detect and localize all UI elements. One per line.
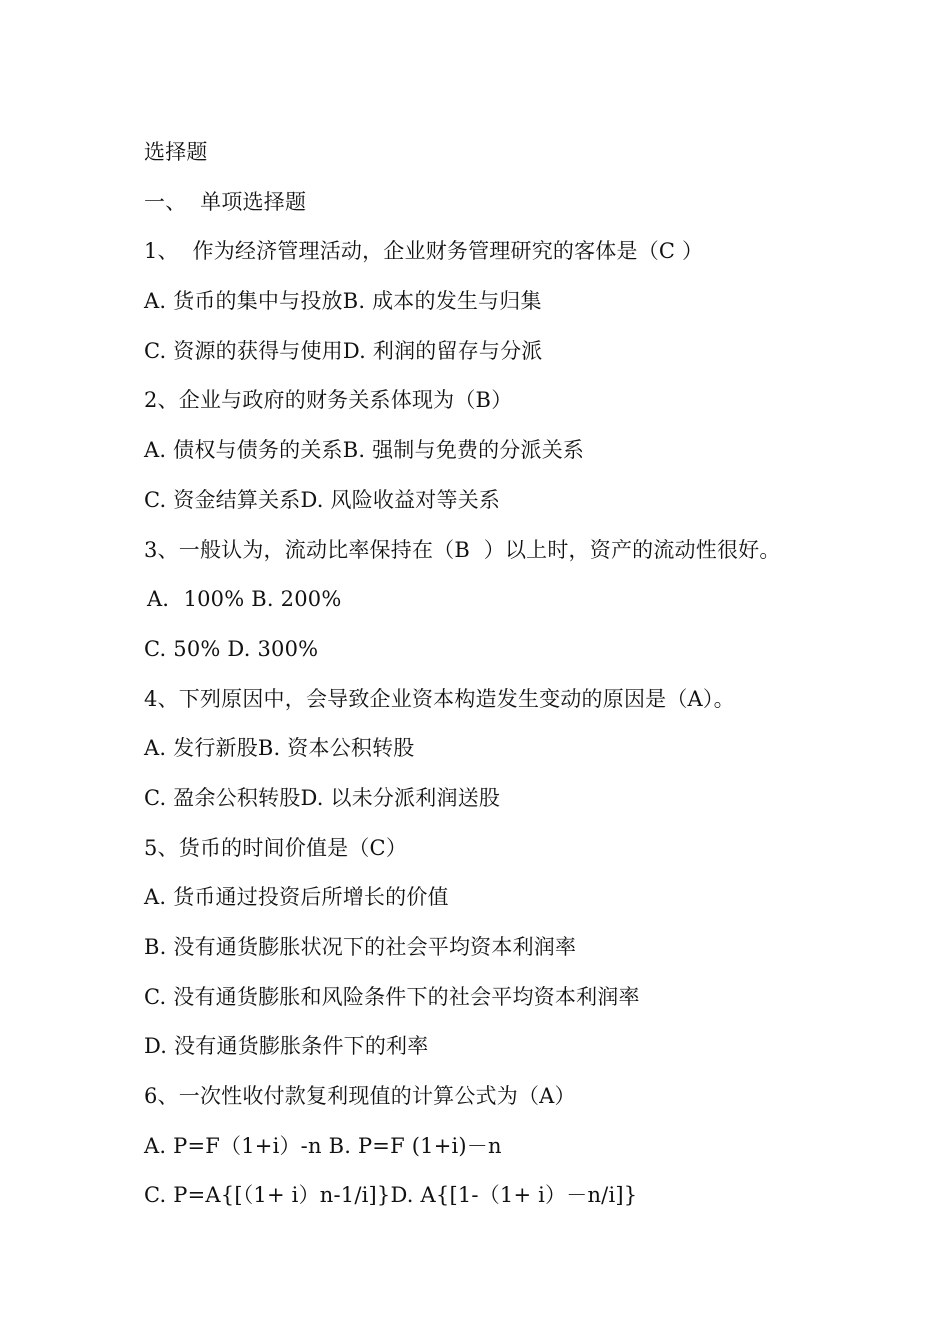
question-6-options-ab: A. P=F（1+i）-n B. P=F (1+i)－n (144, 1133, 502, 1158)
question-5-option-a: A. 货币通过投资后所增长的价值 (144, 885, 449, 910)
question-4-options-cd: C. 盈余公积转股D. 以未分派利润送股 (144, 785, 501, 810)
question-4-options-ab: A. 发行新股B. 资本公积转股 (144, 736, 415, 761)
question-4: 4、下列原因中，会导致企业资本构造发生变动的原因是（A）。 (144, 686, 735, 711)
subsection-title: 一、 单项选择题 (144, 189, 307, 214)
question-6-options-cd: C. P=A{[（1+ i）n-1/i]}D. A{[1-（1+ i）－n/i]} (144, 1183, 638, 1208)
document-body (144, 134, 904, 1227)
question-3: 3、一般认为，流动比率保持在（B ）以上时，资产的流动性很好。 (144, 537, 781, 562)
question-2: 2、企业与政府的财务关系体现为（B） (144, 388, 513, 413)
question-5: 5、货币的时间价值是（C） (144, 835, 408, 860)
question-3-options-cd: C. 50% D. 300% (144, 636, 319, 661)
question-1-options-ab: A. 货币的集中与投放B. 成本的发生与归集 (144, 289, 542, 314)
question-2-options-cd: C. 资金结算关系D. 风险收益对等关系 (144, 487, 501, 512)
question-1-options-cd: C. 资源的获得与使用D. 利润的留存与分派 (144, 338, 543, 363)
question-3-options-ab: A．100% B. 200% (147, 587, 342, 612)
question-2-options-ab: A. 债权与债务的关系B. 强制与免费的分派关系 (144, 438, 585, 463)
question-1: 1、 作为经济管理活动，企业财务管理研究的客体是（C ） (144, 239, 704, 264)
section-title: 选择题 (144, 140, 208, 164)
question-5-option-b: B. 没有通货膨胀状况下的社会平均资本利润率 (144, 935, 577, 959)
question-6: 6、一次性收付款复利现值的计算公式为（A） (144, 1084, 576, 1109)
question-5-option-c: C. 没有通货膨胀和风险条件下的社会平均资本利润率 (144, 984, 640, 1009)
question-5-option-d: D. 没有通货膨胀条件下的利率 (144, 1034, 429, 1059)
